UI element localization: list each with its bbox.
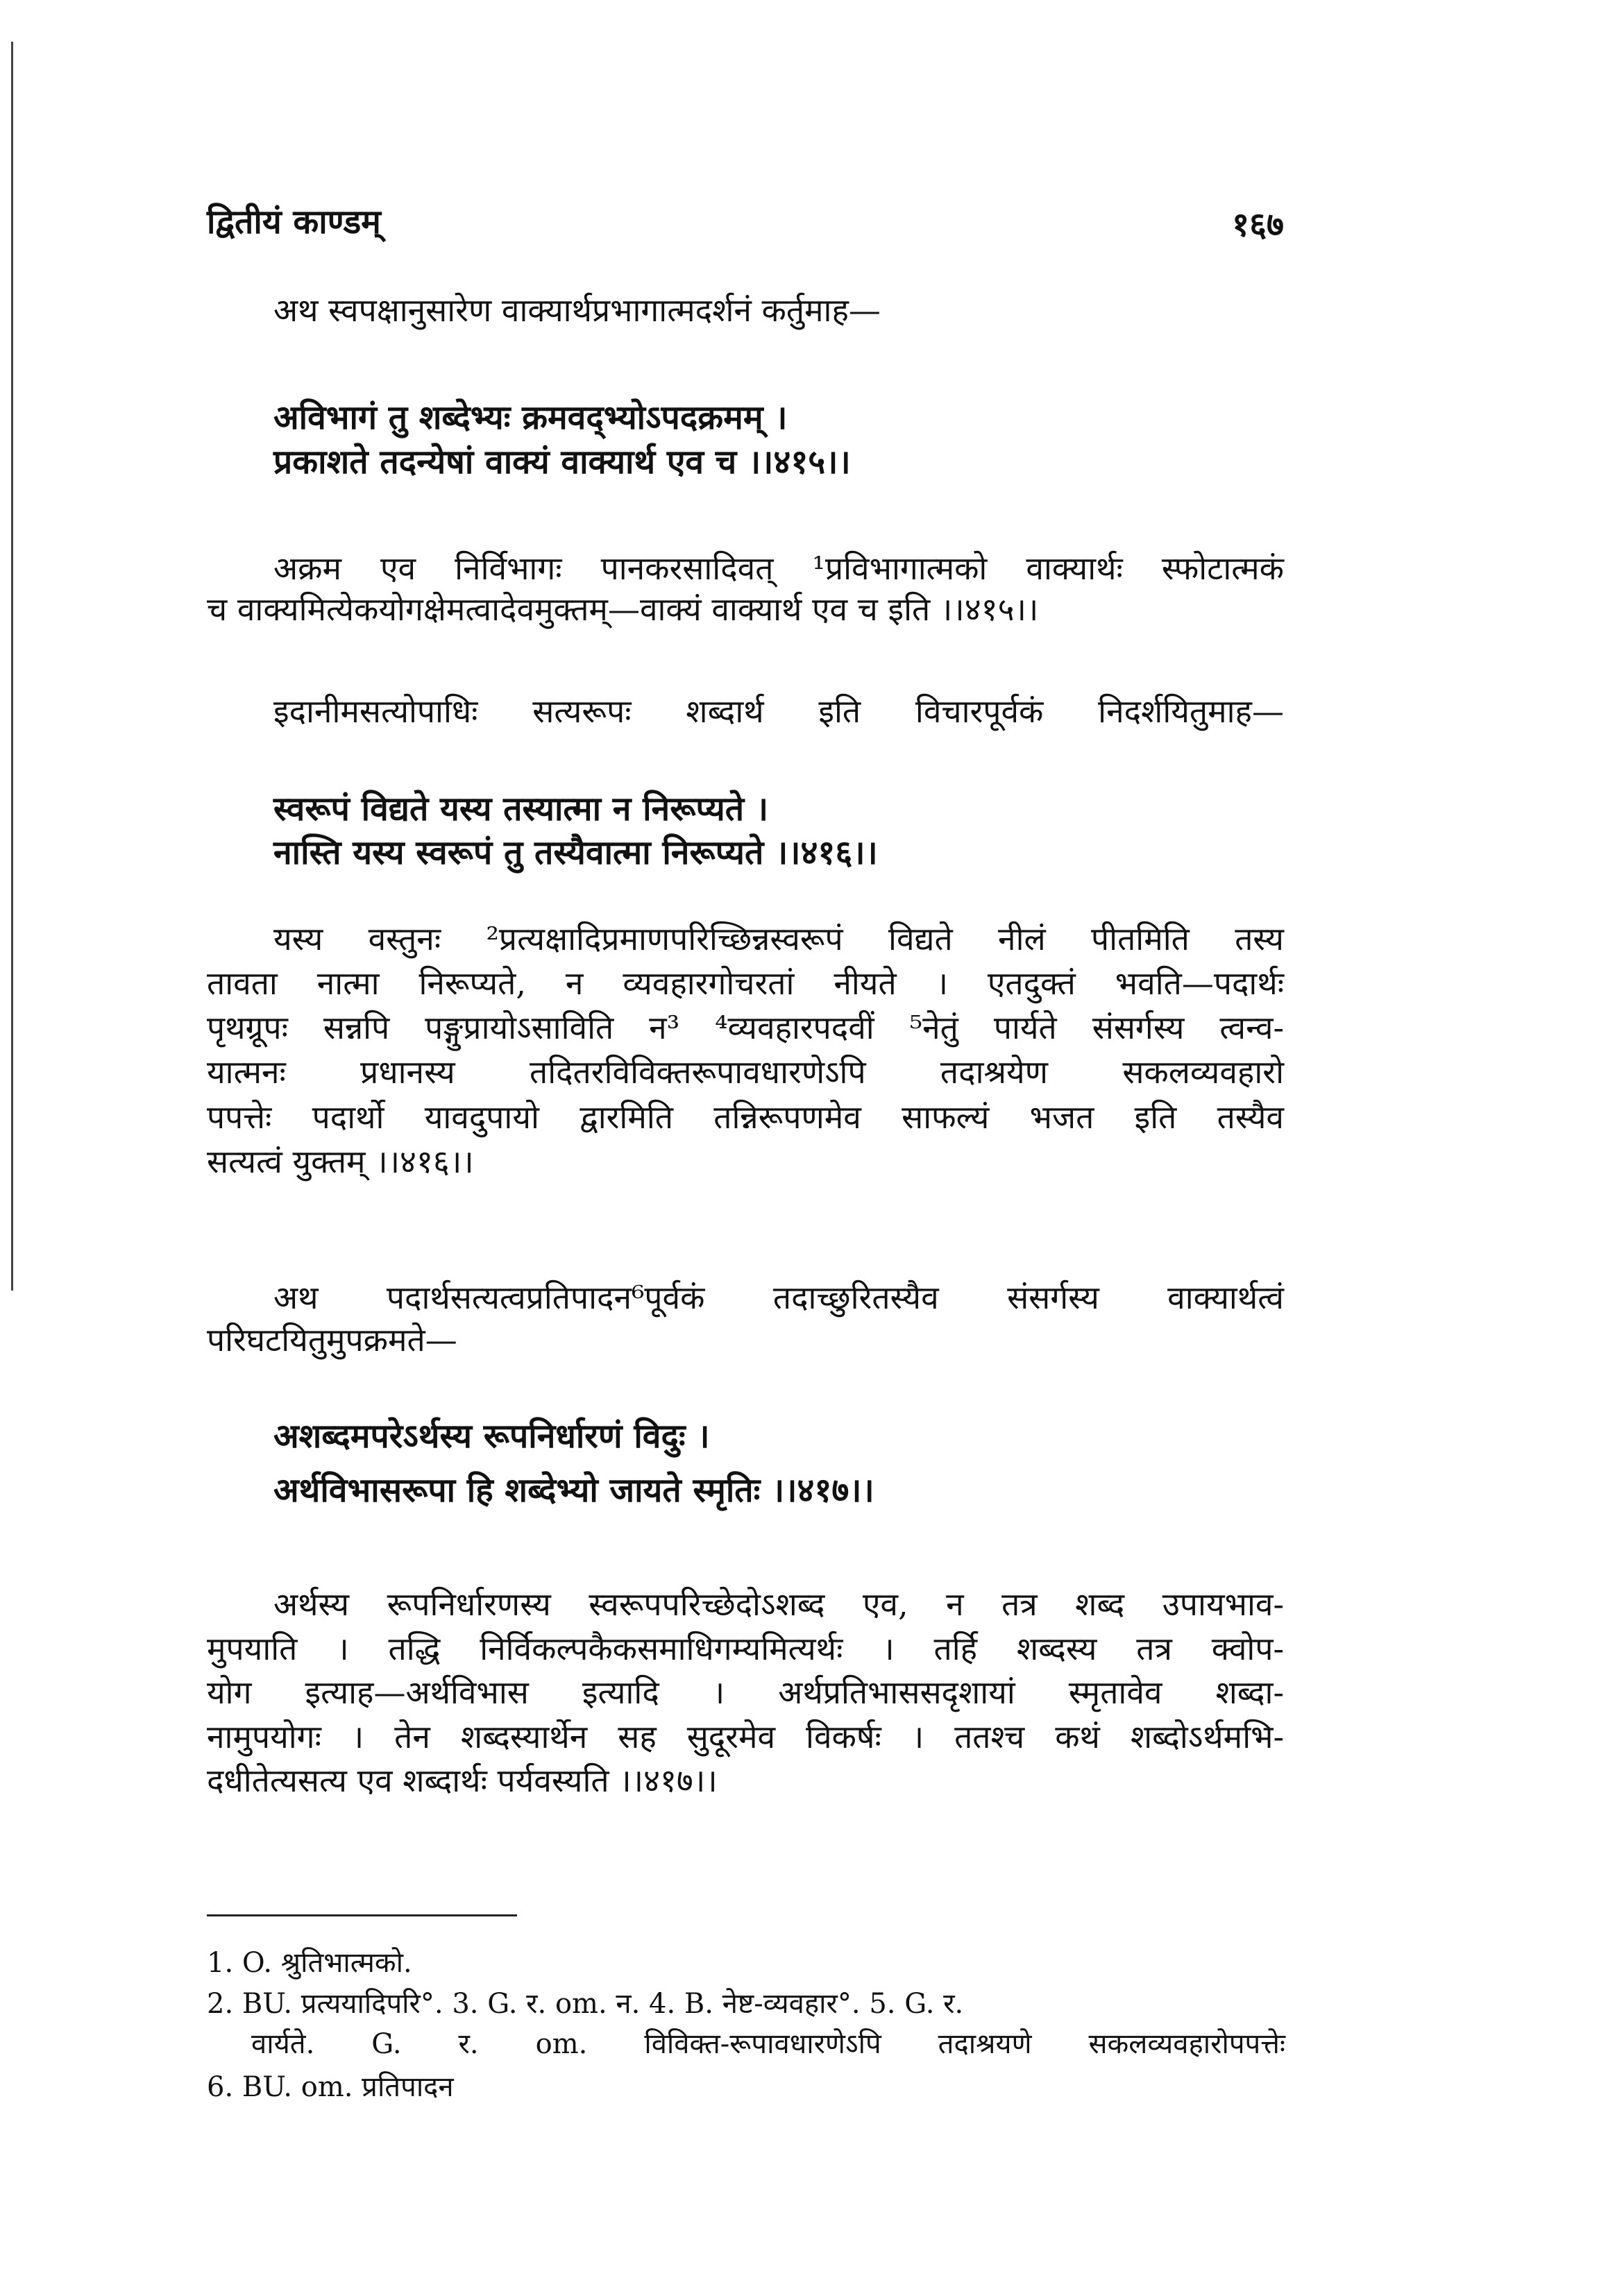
verse-417-line-2: अर्थविभासरूपा हि शब्देभ्यो जायते स्मृतिः ।।४१७।। <box>273 1471 874 1510</box>
scan-edge-line <box>11 42 13 1291</box>
commentary-416-line: यात्मनः प्रधानस्य तदितरविविक्तरूपावधारणेऽपि तदाश्रयेण सकलव्यवहारो <box>207 1053 1284 1091</box>
footnote: 2. BU. प्रत्ययादिपरि°. 3. G. र. om. न. 4. B. नेष्ट-व्यवहार°. 5. G. र. <box>207 1988 964 2020</box>
commentary-416-line: पपत्तेः पदार्थो यावदुपायो द्वारमिति तन्निरूपणमेव साफल्यं भजत इति तस्यैव <box>207 1098 1284 1136</box>
verse-415-line-2: प्रकाशते तदन्येषां वाक्यं वाक्यार्थ एव च ।।४१५।। <box>273 443 851 482</box>
intro-416: इदानीमसत्योपाधिः सत्यरूपः शब्दार्थ इति विचारपूर्वकं निदर्शयितुमाह— <box>273 692 1284 730</box>
intro-417-line: परिघटयितुमुपक्रमते— <box>207 1321 457 1359</box>
verse-417-line-1: अशब्दमपरेऽर्थस्य रूपनिर्धारणं विदुः । <box>273 1417 710 1456</box>
footnote-continuation: वार्यते. G. र. om. विविक्त-रूपावधारणेऽपि तदाश्रयणे सकलव्यवहारोपपत्तेः <box>251 2028 1285 2060</box>
verse-415-line-1: अविभागं तु शब्देभ्यः क्रमवद्भ्योऽपदक्रमम् । <box>273 398 788 437</box>
commentary-417-line: दधीतेत्यसत्य एव शब्दार्थः पर्यवस्यति ।।४१७।। <box>207 1762 718 1799</box>
verse-416-line-2: नास्ति यस्य स्वरूपं तु तस्यैवात्मा निरूप्यते ।।४१६।। <box>273 833 878 872</box>
commentary-416-line: पृथग्रूपः सन्नपि पङ्गुप्रायोऽसाविति न³ ⁴व्यवहारपदवीं ⁵नेतुं पार्यते संसर्गस्य त्वन्व- <box>207 1009 1284 1046</box>
intro-417-line: अथ पदार्थसत्यत्वप्रतिपादन⁶पूर्वकं तदाच्छुरितस्यैव संसर्गस्य वाक्यार्थत्वं <box>273 1279 1284 1316</box>
commentary-417-line: नामुपयोगः । तेन शब्दस्यार्थेन सह सुदूरमेव विकर्षः । ततश्च कथं शब्दोऽर्थमभि- <box>207 1718 1284 1755</box>
running-header: द्वितीयं काण्डम् <box>207 203 381 241</box>
commentary-416-line: यस्य वस्तुनः ²प्रत्यक्षादिप्रमाणपरिच्छिन्नस्वरूपं विद्यते नीलं पीतमिति तस्य <box>273 920 1284 958</box>
commentary-416-line: तावता नात्मा निरूप्यते, न व्यवहारगोचरतां नीयते । एतदुक्तं भवति—पदार्थः <box>207 964 1284 1002</box>
commentary-416-line: सत्यत्वं युक्तम् ।।४१६।। <box>207 1143 474 1180</box>
commentary-415-line: अक्रम एव निर्विभागः पानकरसादिवत् ¹प्रविभागात्मको वाक्यार्थः स्फोटात्मकं <box>273 550 1284 587</box>
commentary-417-line: अर्थस्य रूपनिर्धारणस्य स्वरूपपरिच्छेदोऽशब्द एव, न तत्र शब्द उपायभाव- <box>273 1585 1284 1623</box>
commentary-415-line: च वाक्यमित्येकयोगक्षेमत्वादेवमुक्तम्—वाक्यं वाक्यार्थ एव च इति ।।४१५।। <box>207 590 1039 628</box>
footnote: 1. O. श्रुतिभात्मको. <box>207 1947 412 1979</box>
footnote: 6. BU. om. प्रतिपादन <box>207 2071 454 2103</box>
footnote-rule <box>207 1914 517 1916</box>
commentary-417-line: योग इत्याह—अर्थविभास इत्यादि । अर्थप्रतिभाससदृशायां स्मृतावेव शब्दा- <box>207 1674 1284 1711</box>
intro-415: अथ स्वपक्षानुसारेण वाक्यार्थप्रभागात्मदर्शनं कर्तुमाह— <box>273 291 881 329</box>
verse-416-line-1: स्वरूपं विद्यते यस्य तस्यात्मा न निरूप्यते । <box>273 790 769 828</box>
page-number: १६७ <box>1232 205 1284 244</box>
commentary-417-line: मुपयाति । तद्धि निर्विकल्पकैकसमाधिगम्यमित्यर्थः । तर्हि शब्दस्य तत्र क्वोप- <box>207 1630 1284 1667</box>
